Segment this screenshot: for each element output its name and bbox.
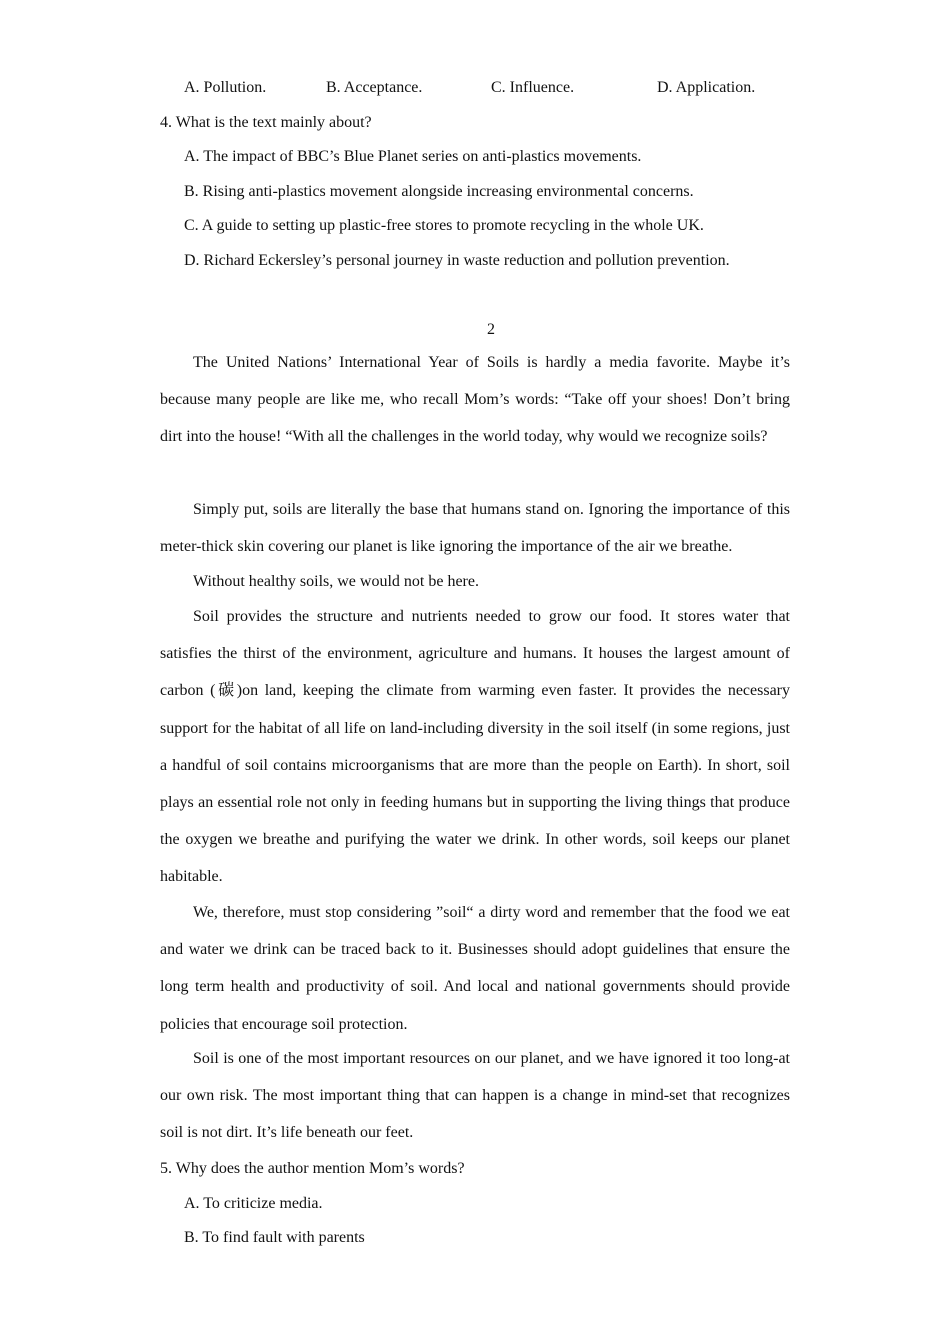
q3-option-b: B. Acceptance. (326, 79, 423, 96)
q4-option-a: A. The impact of BBC’s Blue Planet series on anti-plastics movements. (184, 148, 642, 165)
passage-paragraph-6: Soil is one of the most important resources on our planet, and we have ignored it too long-at our own risk. The most important thing that can happen is a change in mind-set that recognizes soil is not dirt. It’s life beneath our feet. (160, 1050, 790, 1142)
passage-paragraph-3: Without healthy soils, we would not be here. (193, 573, 479, 590)
q3-option-a: A. Pollution. (184, 79, 267, 96)
q4-option-b: B. Rising anti-plastics movement alongside increasing environmental concerns. (184, 183, 694, 200)
passage-paragraph-2: Simply put, soils are literally the base that humans stand on. Ignoring the importance of this meter-thick skin covering our planet is like ignoring the importance of the air we breathe. (160, 501, 790, 556)
passage-paragraph-5: We, therefore, must stop considering ”soil“ a dirty word and remember that the food we eat and water we drink can be traced back to it. Businesses should adopt guidelines that ensure the long term health and productivity of soil. And local and national governments should provide policies that encourage soil protection. (160, 904, 790, 1033)
q5-question: 5. Why does the author mention Mom’s words? (160, 1160, 465, 1177)
q5-option-b: B. To find fault with parents (184, 1229, 365, 1246)
passage-paragraph-4: Soil provides the structure and nutrients needed to grow our food. It stores water that satisfies the thirst of the environment, agriculture and humans. It houses the largest amount of carbon (碳)on land, keeping the climate from warming even faster. It provides the necessary support for the habitat of all life on land-including diversity in the soil itself (in some regions, just a handful of soil contains microorganisms that are more than the people on Earth). In short, soil plays an essential role not only in feeding humans but in supporting the living things that produce the oxygen we breathe and purifying the water we drink. In other words, soil keeps our planet habitable. (160, 608, 791, 886)
q3-option-c: C. Influence. (491, 79, 575, 96)
q4-option-c: C. A guide to setting up plastic-free stores to promote recycling in the whole UK. (184, 217, 704, 234)
q4-question: 4. What is the text mainly about? (160, 114, 372, 131)
q3-option-d: D. Application. (657, 79, 756, 96)
q5-option-a: A. To criticize media. (184, 1195, 323, 1212)
q4-option-d: D. Richard Eckersley’s personal journey in waste reduction and pollution prevention. (184, 252, 730, 269)
passage-paragraph-1: The United Nations’ International Year of Soils is hardly a media favorite. Maybe it’s because many people are like me, who recall Mom’s words: “Take off your shoes! Don’t bring dirt into the house! “With all the challenges in the world today, why would we recognize soils? (160, 354, 790, 446)
passage-number: 2 (487, 321, 495, 338)
